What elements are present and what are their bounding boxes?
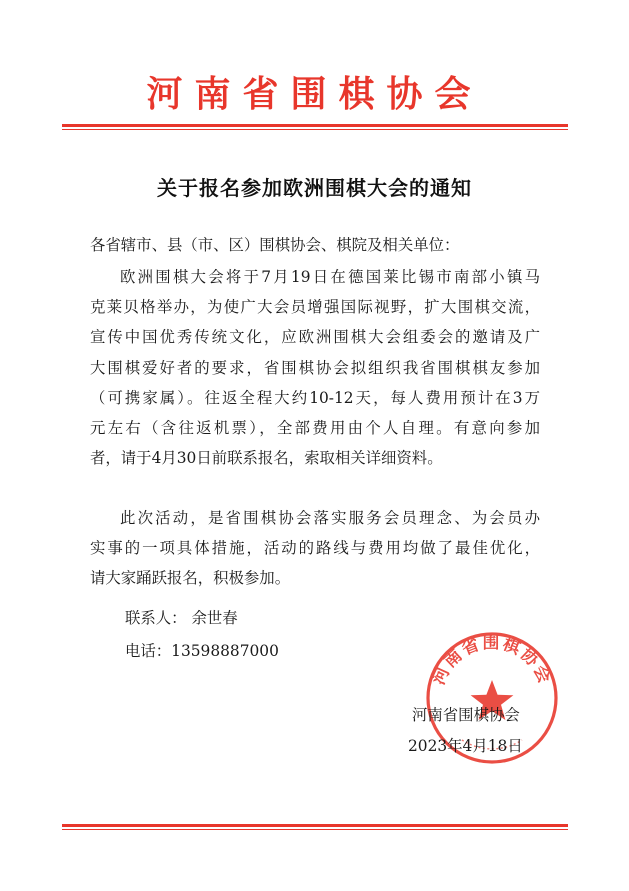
paragraph-line: 实事的一项具体措施，活动的路线与费用均做了最佳优化， <box>90 539 540 558</box>
paragraph-line: 宣传中国优秀传统文化，应欧洲围棋大会组委会的邀请及广 <box>90 328 540 347</box>
paragraph-1 <box>90 262 540 473</box>
seal-text: 河南省围棋协会 <box>428 633 556 688</box>
contact-phone: 电话：13598887000 <box>125 642 279 660</box>
svg-text:河南省围棋协会 <box>429 633 556 688</box>
paragraph-line: 大围棋爱好者的要求，省围棋协会拟组织我省围棋棋友参加 <box>90 358 540 377</box>
paragraph-2 <box>90 503 540 594</box>
signature-date: 2023年4月18日 <box>408 737 523 755</box>
paragraph-line: 元左右（含往返机票），全部费用由个人自理。有意向参加 <box>90 419 540 438</box>
masthead-rule-thick <box>62 124 568 127</box>
signature-organization: 河南省围棋协会 <box>412 706 520 724</box>
paragraph-line: 此次活动，是省围棋协会落实服务会员理念、为会员办 <box>120 509 540 527</box>
footer-rule-thin <box>62 829 568 830</box>
paragraph-line: （可携家属）。往返全程大约10-12天，每人费用预计在3万 <box>90 388 540 407</box>
salutation: 各省辖市、县（市、区）围棋协会、棋院及相关单位： <box>90 236 460 254</box>
paragraph-line: 者，请于4月30日前联系报名，索取相关详细资料。 <box>90 449 443 468</box>
contact-person: 联系人： 余世春 <box>125 609 238 627</box>
paragraph-line: 欧洲围棋大会将于7月19日在德国莱比锡市南部小镇马 <box>120 268 540 286</box>
notice-title: 关于报名参加欧洲围棋大会的通知 <box>157 176 472 200</box>
paragraph-line: 请大家踊跃报名，积极参加。 <box>90 569 291 588</box>
masthead-rule-thin <box>62 129 568 130</box>
masthead-title: 河南省围棋协会 <box>146 73 483 115</box>
footer-rule-thick <box>62 824 568 827</box>
paragraph-line: 克莱贝格举办，为使广大会员增强国际视野，扩大围棋交流， <box>90 298 540 317</box>
